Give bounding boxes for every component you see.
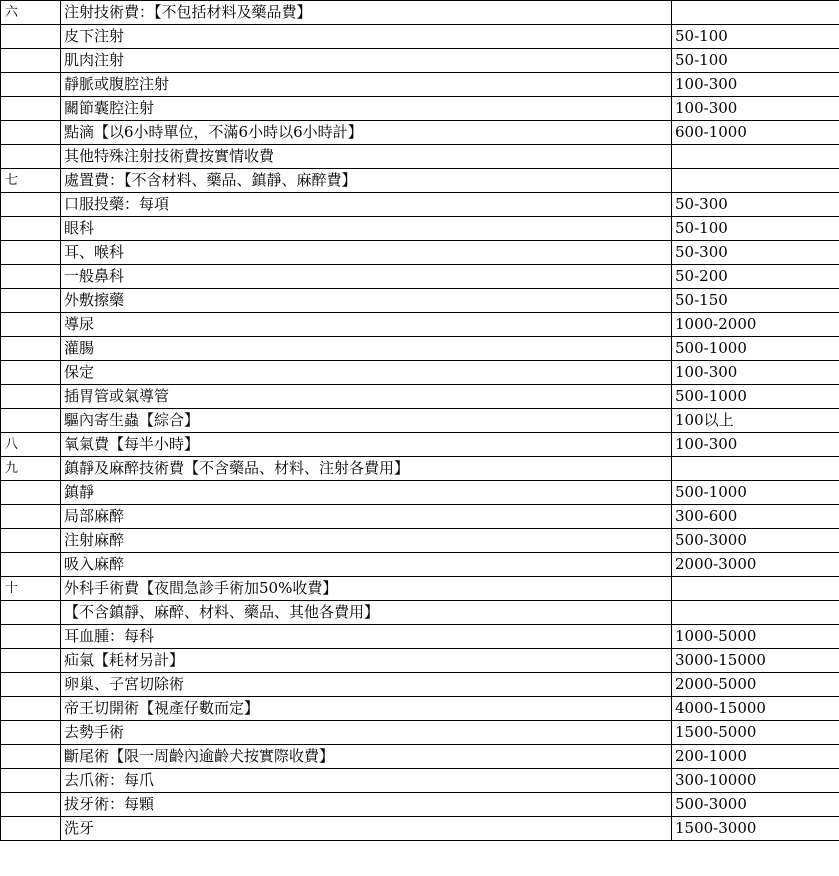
table-row [1,721,839,745]
price-range-cell: 100-300 [672,73,839,97]
section-number-cell [1,745,61,769]
section-number-cell [1,361,61,385]
section-number-cell [1,313,61,337]
item-name-cell: 去爪術：每爪 [61,769,672,793]
section-number-cell [1,649,61,673]
table-row [1,625,839,649]
item-name-cell: 注射技術費：【不包括材料及藥品費】 [61,1,672,25]
price-range-cell [672,457,839,481]
section-number-cell [1,265,61,289]
section-number-cell [1,49,61,73]
price-range-cell: 1000-5000 [672,625,839,649]
section-number-cell [1,241,61,265]
price-range-cell: 500-1000 [672,385,839,409]
price-range-cell: 3000-15000 [672,649,839,673]
item-name-cell: 灌腸 [61,337,672,361]
price-range-cell: 100-300 [672,433,839,457]
item-name-cell: 驅內寄生蟲【綜合】 [61,409,672,433]
price-range-cell: 100以上 [672,409,839,433]
table-row [1,673,839,697]
price-range-cell: 100-300 [672,97,839,121]
section-number-cell [1,217,61,241]
item-name-cell: 插胃管或氣導管 [61,385,672,409]
price-range-cell: 2000-5000 [672,673,839,697]
section-number-cell [1,505,61,529]
table-row [1,649,839,673]
item-name-cell: 去勢手術 [61,721,672,745]
table-row [1,361,839,385]
item-name-cell: 吸入麻醉 [61,553,672,577]
item-name-cell: 皮下注射 [61,25,672,49]
table-row [1,241,839,265]
table-row [1,697,839,721]
item-name-cell: 口服投藥：每項 [61,193,672,217]
table-row [1,769,839,793]
price-range-cell: 200-1000 [672,745,839,769]
table-row [1,793,839,817]
section-number-cell [1,289,61,313]
section-number-cell [1,481,61,505]
price-range-cell [672,145,839,169]
table-row [1,289,839,313]
item-name-cell: 鎮靜 [61,481,672,505]
price-range-cell [672,169,839,193]
price-range-cell: 100-300 [672,361,839,385]
table-row [1,577,839,601]
price-range-cell: 500-1000 [672,337,839,361]
price-range-cell: 50-100 [672,49,839,73]
table-row [1,169,839,193]
price-range-cell: 50-300 [672,241,839,265]
section-number-cell: 七 [1,169,61,193]
section-number-cell [1,601,61,625]
item-name-cell: 鎮靜及麻醉技術費【不含藥品、材料、注射各費用】 [61,457,672,481]
price-range-cell: 50-100 [672,217,839,241]
price-range-cell [672,577,839,601]
table-row [1,433,839,457]
table-row [1,25,839,49]
table-row [1,505,839,529]
item-name-cell: 洗牙 [61,817,672,841]
table-row [1,49,839,73]
table-row [1,337,839,361]
item-name-cell: 保定 [61,361,672,385]
section-number-cell [1,625,61,649]
section-number-cell [1,817,61,841]
price-range-cell: 1500-3000 [672,817,839,841]
section-number-cell [1,121,61,145]
price-range-cell: 500-3000 [672,529,839,553]
item-name-cell: 眼科 [61,217,672,241]
section-number-cell [1,697,61,721]
table-row [1,313,839,337]
table-row [1,121,839,145]
price-range-cell: 4000-15000 [672,697,839,721]
fee-table-body [1,1,839,841]
table-row [1,409,839,433]
item-name-cell: 一般鼻科 [61,265,672,289]
price-range-cell [672,601,839,625]
item-name-cell: 外敷擦藥 [61,289,672,313]
section-number-cell [1,793,61,817]
section-number-cell [1,193,61,217]
section-number-cell [1,385,61,409]
price-range-cell: 300-600 [672,505,839,529]
item-name-cell: 斷尾術【限一周齡內逾齡犬按實際收費】 [61,745,672,769]
section-number-cell [1,409,61,433]
section-number-cell [1,529,61,553]
item-name-cell: 疝氣【耗材另計】 [61,649,672,673]
price-range-cell: 50-150 [672,289,839,313]
price-range-cell: 1000-2000 [672,313,839,337]
item-name-cell: 局部麻醉 [61,505,672,529]
item-name-cell: 耳血腫：每科 [61,625,672,649]
section-number-cell [1,25,61,49]
section-number-cell [1,721,61,745]
item-name-cell: 拔牙術：每顆 [61,793,672,817]
price-range-cell: 600-1000 [672,121,839,145]
table-row [1,97,839,121]
item-name-cell: 導尿 [61,313,672,337]
item-name-cell: 注射麻醉 [61,529,672,553]
section-number-cell [1,673,61,697]
item-name-cell: 卵巢、子宮切除術 [61,673,672,697]
table-row [1,73,839,97]
price-range-cell: 2000-3000 [672,553,839,577]
item-name-cell: 關節囊腔注射 [61,97,672,121]
item-name-cell: 外科手術費【夜間急診手術加50%收費】 [61,577,672,601]
item-name-cell: 靜脈或腹腔注射 [61,73,672,97]
item-name-cell: 耳、喉科 [61,241,672,265]
table-row [1,745,839,769]
section-number-cell [1,145,61,169]
price-range-cell: 500-1000 [672,481,839,505]
table-row [1,601,839,625]
section-number-cell [1,337,61,361]
section-number-cell: 九 [1,457,61,481]
table-row [1,529,839,553]
table-row [1,193,839,217]
section-number-cell: 八 [1,433,61,457]
section-number-cell [1,553,61,577]
price-range-cell: 50-300 [672,193,839,217]
item-name-cell: 其他特殊注射技術費按實情收費 [61,145,672,169]
price-range-cell: 50-100 [672,25,839,49]
item-name-cell: 肌肉注射 [61,49,672,73]
section-number-cell: 六 [1,1,61,25]
table-row [1,817,839,841]
item-name-cell: 氧氣費【每半小時】 [61,433,672,457]
table-row [1,145,839,169]
item-name-cell: 點滴【以6小時單位，不滿6小時以6小時計】 [61,121,672,145]
section-number-cell [1,73,61,97]
table-row [1,265,839,289]
table-row [1,385,839,409]
table-row [1,1,839,25]
section-number-cell [1,97,61,121]
item-name-cell: 帝王切開術【視產仔數而定】 [61,697,672,721]
price-range-cell [672,1,839,25]
section-number-cell [1,769,61,793]
table-row [1,481,839,505]
item-name-cell: 【不含鎮靜、麻醉、材料、藥品、其他各費用】 [61,601,672,625]
price-range-cell: 500-3000 [672,793,839,817]
price-range-cell: 1500-5000 [672,721,839,745]
table-row [1,553,839,577]
table-row [1,217,839,241]
item-name-cell: 處置費：【不含材料、藥品、鎮靜、麻醉費】 [61,169,672,193]
section-number-cell: 十 [1,577,61,601]
table-row [1,457,839,481]
price-range-cell: 300-10000 [672,769,839,793]
price-range-cell: 50-200 [672,265,839,289]
